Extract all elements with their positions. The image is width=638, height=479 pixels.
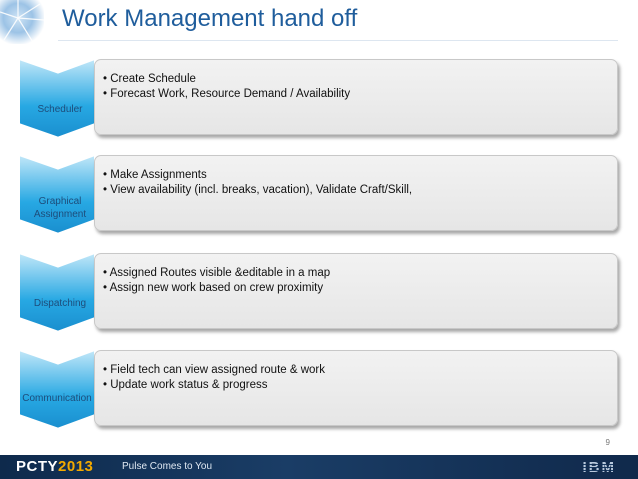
page-title: Work Management hand off xyxy=(62,5,358,32)
list-item: • Make Assignments xyxy=(103,168,412,183)
list-item: • Field tech can view assigned route & work xyxy=(103,363,325,378)
list-item: • View availability (incl. breaks, vacation), Validate Craft/Skill, xyxy=(103,183,412,198)
logo-year: 2013 xyxy=(58,458,94,475)
step-details-box xyxy=(94,350,618,426)
step-row-dispatching xyxy=(18,251,618,331)
list-item: • Forecast Work, Resource Demand / Availability xyxy=(103,87,350,102)
step-details-box xyxy=(94,155,618,231)
step-label: Graphical Assignment xyxy=(33,196,87,220)
list-item: • Assigned Routes visible &editable in a map xyxy=(103,266,330,281)
logo-prefix: PCTY xyxy=(16,458,59,475)
step-details-box xyxy=(94,59,618,135)
step-label: Communication xyxy=(22,393,92,404)
list-item: • Assign new work based on crew proximity xyxy=(103,281,330,296)
title-bar xyxy=(0,0,638,44)
list-item: • Update work status & progress xyxy=(103,378,325,393)
chevron-shape xyxy=(18,348,96,428)
footer-bar xyxy=(0,455,638,479)
footer-tagline: Pulse Comes to You xyxy=(122,461,213,472)
list-item: • Create Schedule xyxy=(103,72,350,87)
chevron-shape xyxy=(18,57,96,137)
step-row-graphical-assignment xyxy=(18,153,618,233)
chevron-shape xyxy=(18,153,96,233)
radial-lines-icon xyxy=(0,0,44,44)
brand-logo: IBM xyxy=(582,459,616,476)
step-row-communication xyxy=(18,348,618,428)
event-logo xyxy=(16,458,93,475)
step-row-scheduler xyxy=(18,57,618,137)
chevron-shape xyxy=(18,251,96,331)
title-accent-graphic xyxy=(0,0,44,44)
title-divider xyxy=(58,40,618,41)
step-label: Scheduler xyxy=(37,104,83,115)
step-label: Dispatching xyxy=(33,298,87,309)
page-number: 9 xyxy=(605,438,610,447)
step-details-box xyxy=(94,253,618,329)
